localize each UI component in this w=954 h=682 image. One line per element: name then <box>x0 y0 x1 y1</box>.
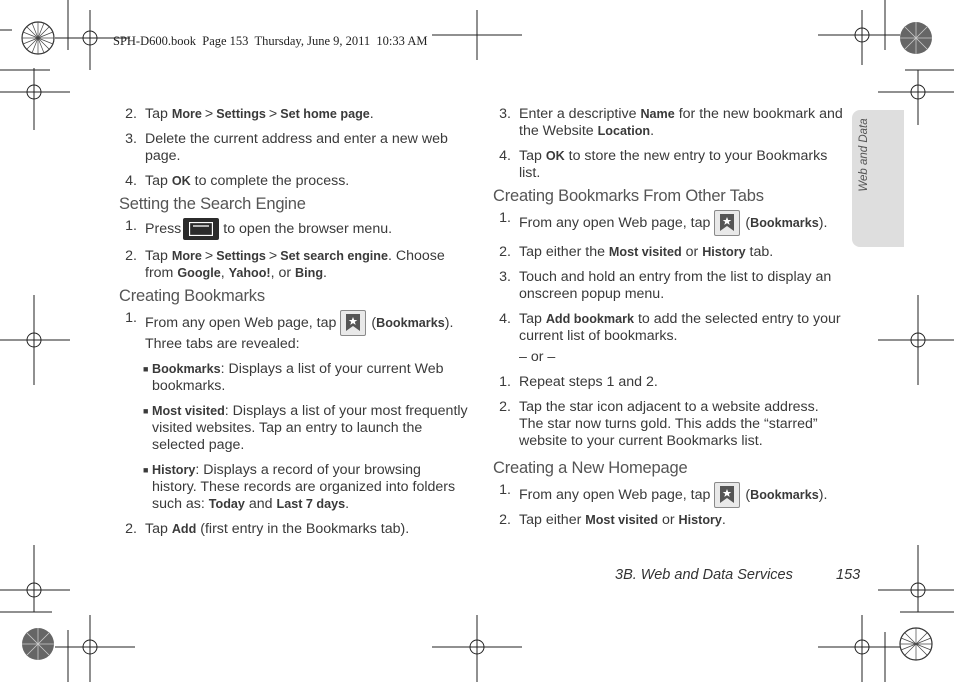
step-number: 2. <box>499 512 511 528</box>
step-item <box>119 173 469 190</box>
step-text: Tap OK to store the new entry to your Bookmarks list. <box>519 148 828 181</box>
print-header: SPH-D600.book Page 153 Thursday, June 9, 2011 10:33 AM <box>113 34 428 48</box>
section-heading-creating-bookmarks: Creating Bookmarks <box>119 287 265 305</box>
step-number: 2. <box>499 244 511 260</box>
bookmark-star-icon <box>714 210 740 236</box>
step-item <box>119 106 469 123</box>
section-heading-search-engine: Setting the Search Engine <box>119 195 306 213</box>
list-item: ■ Bookmarks: Displays a list of your current Web bookmarks. <box>143 361 444 394</box>
step-number: 1. <box>499 374 511 390</box>
step-item <box>119 218 469 240</box>
step-text: From any open Web page, tap (Bookmarks). <box>519 482 843 508</box>
list-item: ■ Most visited: Displays a list of your most frequently visited websites. Tap an entry to launch the selected page. <box>143 403 468 453</box>
step-number: 1. <box>125 310 137 326</box>
step-text: Repeat steps 1 and 2. <box>519 374 658 390</box>
chapter-side-tab-label: Web and Data <box>858 118 870 192</box>
left-column <box>119 106 469 538</box>
step-number: 1. <box>125 218 137 234</box>
bookmark-star-icon <box>714 482 740 508</box>
menu-key-icon <box>183 218 219 240</box>
right-column <box>493 106 843 529</box>
step-number: 2. <box>499 399 511 415</box>
step-item <box>493 244 843 261</box>
step-text: Tap More > Settings > Set home page. <box>145 106 374 122</box>
step-item <box>119 131 469 165</box>
bookmark-tabs-list <box>119 361 469 513</box>
step-number: 4. <box>499 311 511 327</box>
step-text: Tap OK to complete the process. <box>145 173 350 189</box>
step-item <box>493 399 843 450</box>
step-item <box>119 248 469 282</box>
step-number: 2. <box>125 106 137 122</box>
step-item <box>493 311 843 345</box>
step-text: Enter a descriptive Name for the new bookmark and the Website Location. <box>519 106 843 139</box>
or-separator: – or – <box>519 349 556 365</box>
step-number: 4. <box>499 148 511 164</box>
step-number: 3. <box>499 269 511 285</box>
section-heading-new-homepage: Creating a New Homepage <box>493 459 688 477</box>
step-number: 1. <box>499 482 511 498</box>
step-number: 3. <box>125 131 137 147</box>
step-text: Tap either Most visited or History. <box>519 512 726 528</box>
section-heading-other-tabs: Creating Bookmarks From Other Tabs <box>493 187 764 205</box>
step-item <box>493 374 843 391</box>
step-text: Tap Add (first entry in the Bookmarks tab). <box>145 521 410 537</box>
step-number: 4. <box>125 173 137 189</box>
list-item: ■ History: Displays a record of your browsing history. These records are organized into folders such as: Today and Last 7 days. <box>143 462 456 512</box>
step-item <box>493 210 843 236</box>
step-text: From any open Web page, tap (Bookmarks). <box>519 210 843 236</box>
step-number: 3. <box>499 106 511 122</box>
step-text: Tap More > Settings > Set search engine. Choose from Google, Yahoo!, or Bing. <box>145 248 445 281</box>
step-item <box>119 521 469 538</box>
page-number: 153 <box>836 567 861 583</box>
step-text: Touch and hold an entry from the list to display an onscreen popup menu. <box>519 269 832 302</box>
bookmark-star-icon <box>340 310 366 336</box>
step-item <box>493 148 843 182</box>
step-text: From any open Web page, tap (Bookmarks). Three tabs are revealed: <box>145 310 469 353</box>
step-item <box>493 106 843 140</box>
step-item <box>493 482 843 508</box>
step-number: 2. <box>125 248 137 264</box>
step-number: 1. <box>499 210 511 226</box>
step-text: Delete the current address and enter a new web page. <box>145 131 448 164</box>
step-text: Tap Add bookmark to add the selected entry to your current list of bookmarks. <box>519 311 841 344</box>
step-item <box>493 269 843 303</box>
footer-section-title: 3B. Web and Data Services <box>615 567 793 583</box>
step-text: Tap either the Most visited or History tab. <box>519 244 774 260</box>
step-text: Tap the star icon adjacent to a website address. The star now turns gold. This adds the “starred” website to your current Bookmarks list. <box>519 399 819 449</box>
step-item <box>119 310 469 353</box>
step-text: Press to open the browser menu. <box>145 218 469 240</box>
step-number: 2. <box>125 521 137 537</box>
step-item <box>493 512 843 529</box>
